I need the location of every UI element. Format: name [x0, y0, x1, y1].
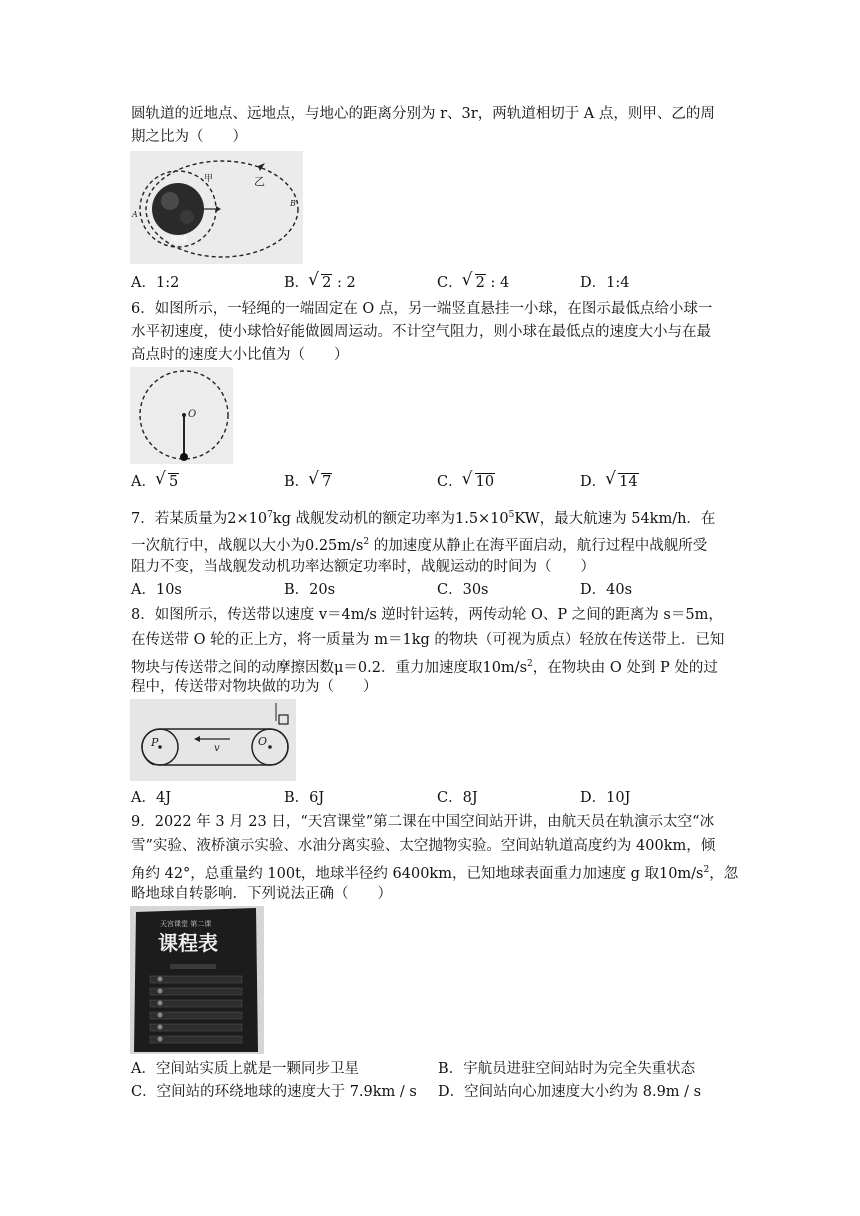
q7-option-b: B．20s	[284, 582, 336, 598]
q8-text-line2: 在传送带 O 轮的正上方，将一质量为 m＝1kg 的物块（可视为质点）轻放在传送带上．已知	[131, 632, 725, 648]
q8-text-line1: 8．如图所示，传送带以速度 v＝4m/s 逆时针运转，两传动轮 O、P 之间的距离为 s＝5m，	[131, 607, 723, 623]
q5-option-d: D．1:4	[580, 275, 630, 291]
q9-text-line1: 9．2022 年 3 月 23 日，“天宫课堂”第二课在中国空间站开讲，由航天员在轨演示太空“冰	[131, 814, 715, 830]
q9-text-line4: 略地球自转影响．下列说法正确（ ）	[131, 886, 392, 902]
poster-title: 课程表	[158, 931, 218, 955]
conveyor-figure	[130, 699, 296, 781]
label-v: v	[214, 743, 220, 754]
q9-option-a: A．空间站实质上就是一颗同步卫星	[131, 1061, 359, 1077]
schedule-poster-figure	[130, 906, 264, 1054]
q9-text-line3: 角约 42°，总重量约 100t，地球半径约 6400km，已知地球表面重力加速度 g 取$10m/s^2$，忽	[131, 865, 739, 882]
q6-option-a: A．√ 5	[131, 472, 179, 492]
q7-option-c: C．30s	[437, 582, 489, 598]
label-o: O	[258, 735, 268, 748]
pendulum-figure	[130, 367, 233, 464]
q8-text-line4: 程中，传送带对物块做的功为（ ）	[131, 679, 378, 695]
q5-option-b: B．√ 2 : 2	[284, 273, 356, 293]
q6-option-c: C．√ 10	[437, 472, 495, 492]
q5-text-line2: 期之比为（ ）	[131, 129, 247, 145]
q6-text-line1: 6．如图所示，一轻绳的一端固定在 O 点，另一端竖直悬挂一小球，在图示最低点给小球一	[131, 301, 713, 317]
label-jia: 甲	[204, 174, 214, 184]
q8-option-c: C．8J	[437, 790, 478, 806]
q7-option-d: D．40s	[580, 582, 633, 598]
label-p: P	[151, 736, 159, 749]
q5-option-a: A．1:2	[131, 275, 180, 291]
label-o: O	[188, 409, 197, 420]
label-earth: 地球	[170, 236, 189, 246]
q7-option-a: A．10s	[131, 582, 182, 598]
q9-option-d: D．空间站向心加速度大小约为 8.9m / s	[438, 1084, 702, 1100]
poster-header: 天宫课堂 第二课	[160, 920, 212, 928]
q7-text-line1: 7．若某质量为$2\times 10^7kg$ 战舰发动机的额定功率为$1.5\times 10^5KW$，最大航速为 54km/h．在	[131, 510, 716, 527]
q6-option-d: D．√ 14	[580, 472, 639, 492]
q9-option-b: B．宇航员进驻空间站时为完全失重状态	[438, 1061, 696, 1077]
q8-option-a: A．4J	[131, 790, 172, 806]
q8-option-d: D．10J	[580, 790, 631, 806]
q6-text-line3: 高点时的速度大小比值为（ ）	[131, 347, 349, 363]
q9-text-line2: 雪”实验、液桥演示实验、水油分离实验、太空抛物实验。空间站轨道高度约为 400km，倾	[131, 838, 716, 854]
q6-text-line2: 水平初速度，使小球恰好能做圆周运动。不计空气阻力，则小球在最低点的速度大小与在最	[131, 324, 711, 340]
q5-text-line1: 圆轨道的近地点、远地点，与地心的距离分别为 r、3r，两轨道相切于 A 点，则甲、乙的周	[131, 106, 715, 122]
q8-option-b: B．6J	[284, 790, 325, 806]
label-b: B	[290, 199, 296, 208]
q8-text-line3: 物块与传送带之间的动摩擦因数μ＝0.2．重力加速度取$10m/s^2$，在物块由 O 处到 P 处的过	[131, 659, 718, 676]
q5-option-c: C．√ 2 : 4	[437, 273, 509, 293]
q9-option-c: C．空间站的环绕地球的速度大于 7.9km / s	[131, 1084, 417, 1100]
orbit-figure	[130, 151, 303, 264]
label-yi: 乙	[254, 175, 265, 188]
q6-option-b: B．√ 7	[284, 472, 332, 492]
label-a: A	[132, 210, 138, 219]
q7-text-line2: 一次航行中，战舰以大小为$0.25m/s^2$ 的加速度从静止在海平面启动，航行过程中战舰所受	[131, 537, 708, 554]
q7-text-line3: 阻力不变，当战舰发动机功率达额定功率时，战舰运动的时间为（ ）	[131, 559, 595, 575]
